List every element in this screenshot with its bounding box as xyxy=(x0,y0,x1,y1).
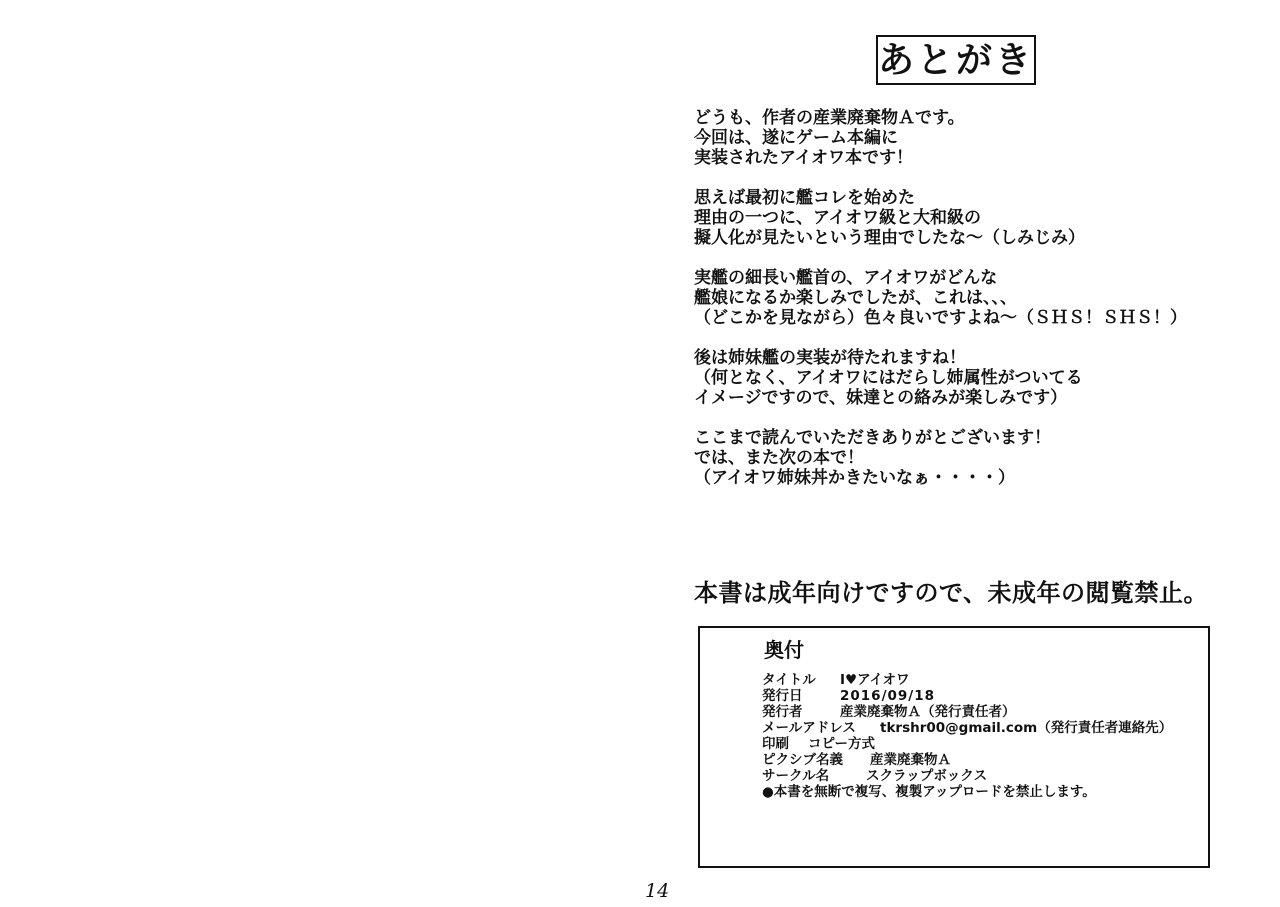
colophon-row-circle xyxy=(762,768,1202,784)
right-page xyxy=(640,0,1280,907)
colophon-key: 発行者 xyxy=(762,704,803,720)
colophon-box xyxy=(698,626,1210,868)
colophon-key: 発行日 xyxy=(762,688,803,704)
colophon-row-printing xyxy=(762,736,1202,752)
colophon-value: 2016/09/18 xyxy=(840,688,936,704)
colophon-value: 産業廃棄物Ａ xyxy=(870,752,951,768)
colophon-key: ピクシブ名義 xyxy=(762,752,843,768)
colophon-value: コピー方式 xyxy=(808,736,875,752)
text-line: 思えば最初に艦コレを始めた xyxy=(694,188,915,208)
text-line: 後は姉妹艦の実装が待たれますね！ xyxy=(694,348,966,368)
text-line: では、また次の本で！ xyxy=(694,448,864,468)
text-line: 擬人化が見たいという理由でしたな～（しみじみ） xyxy=(694,228,1085,248)
afterword-title-box xyxy=(876,35,1036,85)
colophon-row-publisher xyxy=(762,704,1202,720)
text-line: 実装されたアイオワ本です！ xyxy=(694,148,913,168)
text-line: （どこかを見ながら）色々良いですよね～（ＳＨＳ！ＳＨＳ！） xyxy=(694,308,1187,328)
paragraph-2 xyxy=(694,188,1274,248)
colophon-value: I♥アイオワ xyxy=(840,672,910,688)
age-restriction-warning: 本書は成年向けですので、未成年の閲覧禁止。 xyxy=(694,579,1209,607)
colophon-value: tkrshr00@gmail.com（発行責任者連絡先） xyxy=(880,720,1173,736)
text-line: （何となく、アイオワにはだらし姉属性がついてる xyxy=(694,368,1083,388)
afterword-body xyxy=(694,108,1274,508)
colophon-key: メールアドレス xyxy=(762,720,856,736)
text-line: イメージですので、妹達との絡みが楽しみです） xyxy=(694,388,1068,408)
colophon-value: スクラップボックス xyxy=(866,768,988,784)
colophon-list xyxy=(762,672,1202,800)
text-line: どうも、作者の産業廃棄物Ａです。 xyxy=(694,108,965,128)
paragraph-3 xyxy=(694,268,1274,328)
paragraph-4 xyxy=(694,348,1274,408)
colophon-key: タイトル xyxy=(762,672,816,688)
colophon-value: 産業廃棄物Ａ（発行責任者） xyxy=(840,704,1016,720)
paragraph-1 xyxy=(694,108,1274,168)
colophon-key: サークル名 xyxy=(762,768,830,784)
text-line: 理由の一つに、アイオワ級と大和級の xyxy=(694,208,981,228)
text-line: （アイオワ姉妹丼かきたいなぁ・・・・） xyxy=(694,468,1015,488)
page-number: 14 xyxy=(645,880,670,902)
text-line: ここまで読んでいただきありがとございます！ xyxy=(694,428,1051,448)
colophon-row-title xyxy=(762,672,1202,688)
text-line: 今回は、遂にゲーム本編に xyxy=(694,128,898,148)
colophon-key: 印刷 xyxy=(762,736,789,752)
colophon-heading: 奥付 xyxy=(764,638,804,662)
colophon-row-date xyxy=(762,688,1202,704)
copy-prohibition-notice: ●本書を無断で複写、複製アップロードを禁止します。 xyxy=(762,784,1096,800)
text-line: 艦娘になるか楽しみでしたが、これは、、、 xyxy=(694,288,1017,308)
text-line: 実艦の細長い艦首の、アイオワがどんな xyxy=(694,268,998,288)
colophon-row-pixiv xyxy=(762,752,1202,768)
paragraph-5 xyxy=(694,428,1274,488)
colophon-row-email xyxy=(762,720,1202,736)
afterword-title: あとがき xyxy=(878,39,1035,81)
